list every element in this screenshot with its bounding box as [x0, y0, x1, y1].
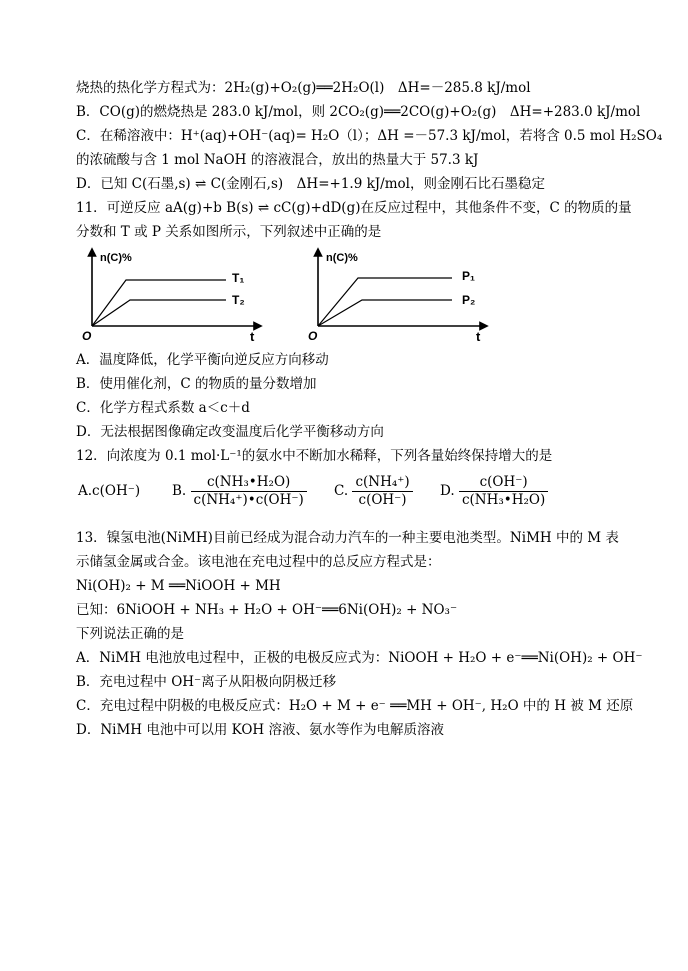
q12-d-label: D.	[440, 483, 455, 499]
q12-c-denominator: c(OH⁻)	[358, 492, 407, 508]
q12-b-numerator: c(NH₃•H₂O)	[191, 474, 307, 492]
q12-c-numerator: c(NH₄⁺)	[352, 474, 412, 492]
question-11-stem-cont: 分数和 T 或 P 关系如图所示，下列叙述中正确的是	[76, 224, 382, 240]
q11-option-c: C．化学方程式系数 a＜c＋d	[76, 400, 250, 416]
option-b-q10: B．CO(g)的燃烧热是 283.0 kJ/mol，则 2CO₂(g)══2CO(g)+O₂(g) ΔH=+283.0 kJ/mol	[76, 104, 641, 120]
q12-a-label: A.	[78, 483, 93, 499]
option-d-q10: D．已知 C(石墨,s) ⇌ C(金刚石,s) ΔH=+1.9 kJ/mol，则金刚石比石墨稳定	[76, 176, 545, 192]
graph2-upper-label: P₁	[462, 269, 475, 283]
q12-b-label: B.	[172, 483, 187, 499]
q12-d-denominator: c(NH₃•H₂O)	[461, 492, 546, 508]
graph2-xlabel: t	[476, 329, 481, 344]
q13-equation-2: 已知：6NiOOH + NH₃ + H₂O + OH⁻══6Ni(OH)₂ + NO₃⁻	[76, 602, 458, 618]
graph1-upper-label: T₁	[232, 271, 245, 285]
q11-option-a: A．温度降低，化学平衡向逆反应方向移动	[76, 352, 329, 368]
graph1-xlabel: t	[250, 329, 255, 344]
q12-option-c	[334, 472, 413, 510]
graph1-lower-label: T₂	[232, 293, 245, 307]
q12-option-a	[78, 472, 140, 510]
q12-option-b	[172, 472, 307, 510]
question-13-stem: 13．镍氢电池(NiMH)目前已经成为混合动力汽车的一种主要电池类型。NiMH 中的 M 表	[76, 530, 619, 546]
q13-equation-1: Ni(OH)₂ + M ══NiOOH + MH	[76, 578, 281, 594]
option-c-q10: C．在稀溶液中：H⁺(aq)+OH⁻(aq)= H₂O（l）；ΔH =－57.3 kJ/mol，若将含 0.5 mol H₂SO₄	[76, 128, 663, 144]
q12-b-denominator: c(NH₄⁺)•c(OH⁻)	[193, 492, 304, 508]
q12-options	[76, 472, 636, 512]
graph2-lower-label: P₂	[462, 293, 476, 307]
q12-a-expr: c(OH⁻)	[92, 483, 141, 499]
graph2-ylabel: n(C)%	[326, 252, 358, 264]
curve-p2	[318, 300, 452, 326]
graph1-ylabel: n(C)%	[100, 252, 132, 264]
graph1-origin: O	[82, 329, 92, 343]
q12-d-fraction	[459, 474, 548, 509]
curve-t1	[92, 280, 226, 326]
question-13-stem-cont: 示储氢金属或合金。该电池在充电过程中的总反应方程式是：	[76, 554, 441, 570]
q13-option-a: A．NiMH 电池放电过程中，正极的电极反应式为：NiOOH + H₂O + e⁻══Ni(OH)₂ + OH⁻	[76, 650, 643, 666]
text-line-1: 烧热的热化学方程式为：2H₂(g)+O₂(g)══2H₂O(l) ΔH=－285.8 kJ/mol	[76, 80, 531, 96]
graph-temperature	[80, 244, 270, 344]
q12-c-fraction	[352, 474, 412, 509]
question-12-stem: 12．向浓度为 0.1 mol·L⁻¹的氨水中不断加水稀释，下列各量始终保持增大的是	[76, 448, 553, 464]
q12-b-fraction	[191, 474, 307, 509]
option-c-q10-cont: 的浓硫酸与含 1 mol NaOH 的溶液混合，放出的热量大于 57.3 kJ	[76, 152, 479, 168]
q12-option-d	[440, 472, 548, 510]
q13-option-b: B．充电过程中 OH⁻离子从阳极向阴极迁移	[76, 674, 337, 690]
q11-option-d: D．无法根据图像确定改变温度后化学平衡移动方向	[76, 424, 384, 440]
question-11-stem: 11．可逆反应 aA(g)+b B(s) ⇌ cC(g)+dD(g)在反应过程中，其他条件不变，C 的物质的量	[76, 200, 632, 216]
q12-c-label: C.	[334, 483, 349, 499]
q11-option-b: B．使用催化剂，C 的物质的量分数增加	[76, 376, 317, 392]
graph2-origin: O	[308, 329, 318, 343]
q13-prompt: 下列说法正确的是	[76, 626, 184, 642]
q12-d-numerator: c(OH⁻)	[459, 474, 548, 492]
q13-option-c: C．充电过程中阴极的电极反应式：H₂O + M + e⁻ ══MH + OH⁻, H₂O 中的 H 被 M 还原	[76, 698, 634, 714]
q13-option-d: D．NiMH 电池中可以用 KOH 溶液、氨水等作为电解质溶液	[76, 722, 444, 738]
curve-p1	[318, 278, 452, 326]
graph-pressure	[306, 244, 496, 344]
curve-t2	[92, 300, 226, 326]
